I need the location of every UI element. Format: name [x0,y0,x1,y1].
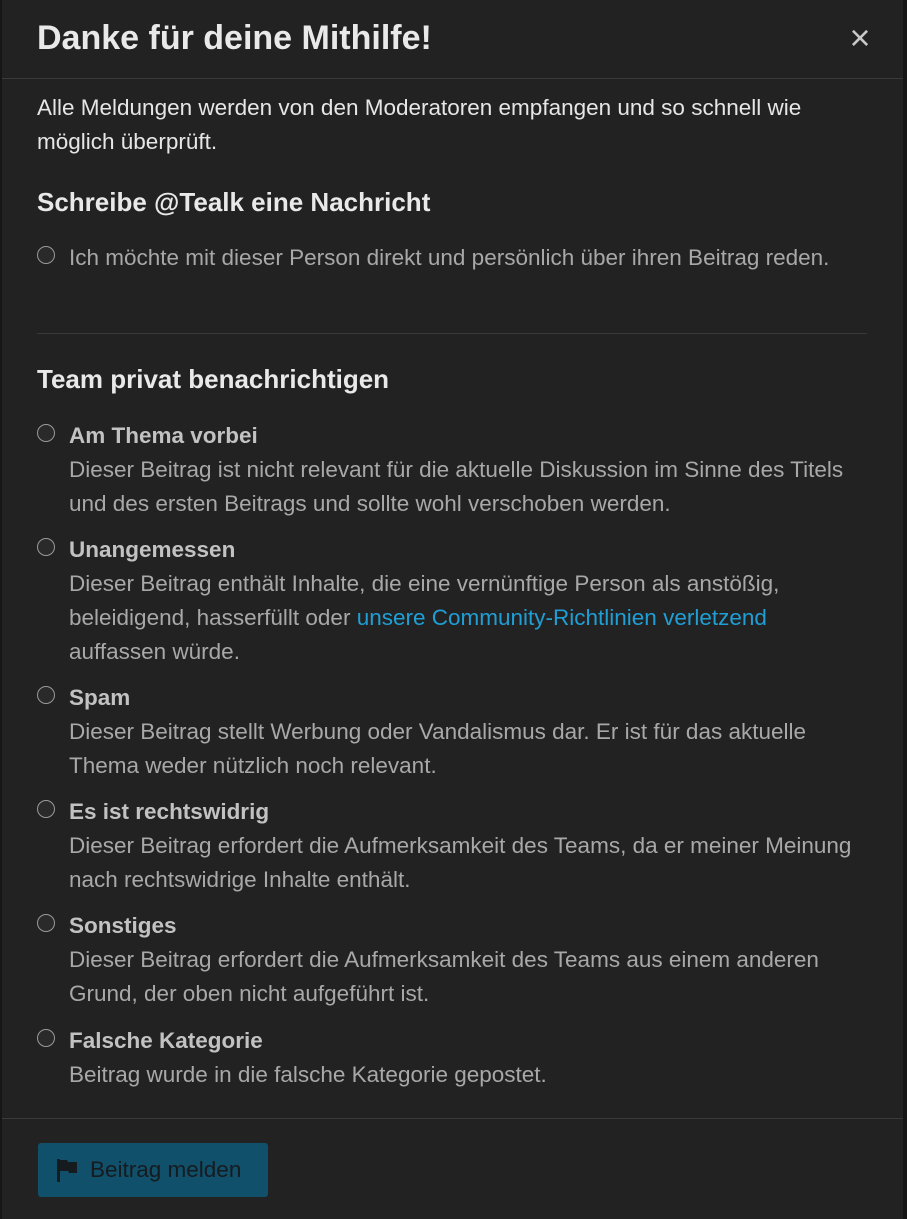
option-message-user-text: Ich möchte mit dieser Person direkt und persönlich über ihren Beitrag reden. [69,245,830,270]
radio-inappropriate[interactable] [37,538,55,556]
close-icon[interactable]: × [849,17,871,58]
radio-off-topic[interactable] [37,424,55,442]
flag-post-modal [2,0,903,1219]
option-off-topic-label: Am Thema vorbei [69,423,258,448]
radio-message-user[interactable] [37,246,55,264]
option-off-topic-body [69,419,869,521]
message-section-heading: Schreibe @Tealk eine Nachricht [37,187,431,217]
modal-title: Danke für deine Mithilfe! [37,19,432,57]
option-inappropriate-description [69,567,869,669]
option-spam-body [69,681,869,783]
option-off-topic-description: Dieser Beitrag ist nicht relevant für die aktuelle Diskussion im Sinne des Titels und des ersten Beitrags und sollte wohl verschoben werden. [69,457,844,516]
option-other-body [69,909,869,1011]
backdrop-right-edge [903,0,907,1219]
option-message-user-body [69,241,869,275]
option-inappropriate-description-start: Dieser Beitrag enthält Inhalte, die eine vernünftige Person als anstößig, beleidigend, hasserfüllt oder [69,571,780,630]
option-illegal-label: Es ist rechtswidrig [69,799,270,824]
option-other-description: Dieser Beitrag erfordert die Aufmerksamkeit des Teams aus einem anderen Grund, der oben nicht aufgeführt ist. [69,947,819,1006]
option-spam-description: Dieser Beitrag stellt Werbung oder Vandalismus dar. Er ist für das aktuelle Thema weder nützlich noch relevant. [69,719,807,778]
option-wrong-category-body [69,1024,869,1092]
option-inappropriate-description-end: auffassen würde. [69,639,240,664]
radio-illegal[interactable] [37,800,55,818]
community-guidelines-link[interactable]: unsere Community-Richtlinien verletzend [356,605,767,630]
option-spam-label: Spam [69,685,131,710]
flag-post-button-label: Beitrag melden [90,1157,242,1182]
option-inappropriate-body [69,533,869,669]
team-section-heading: Team privat benachrichtigen [37,364,390,394]
section-divider [37,333,867,334]
radio-spam[interactable] [37,686,55,704]
option-inappropriate-label: Unangemessen [69,537,236,562]
modal-header [2,0,903,79]
footer-divider [2,1118,903,1119]
option-illegal-description: Dieser Beitrag erfordert die Aufmerksamkeit des Teams, da er meiner Meinung nach rechtswidrige Inhalte enthält. [69,833,852,892]
radio-other[interactable] [37,914,55,932]
option-illegal-body [69,795,869,897]
modal-intro: Alle Meldungen werden von den Moderatoren empfangen und so schnell wie möglich überprüft. [37,95,802,154]
flag-icon [54,1157,80,1183]
option-other-label: Sonstiges [69,913,177,938]
option-wrong-category-label: Falsche Kategorie [69,1028,263,1053]
option-wrong-category-description: Beitrag wurde in die falsche Kategorie gepostet. [69,1062,547,1087]
radio-wrong-category[interactable] [37,1029,55,1047]
flag-post-button[interactable] [38,1143,268,1197]
